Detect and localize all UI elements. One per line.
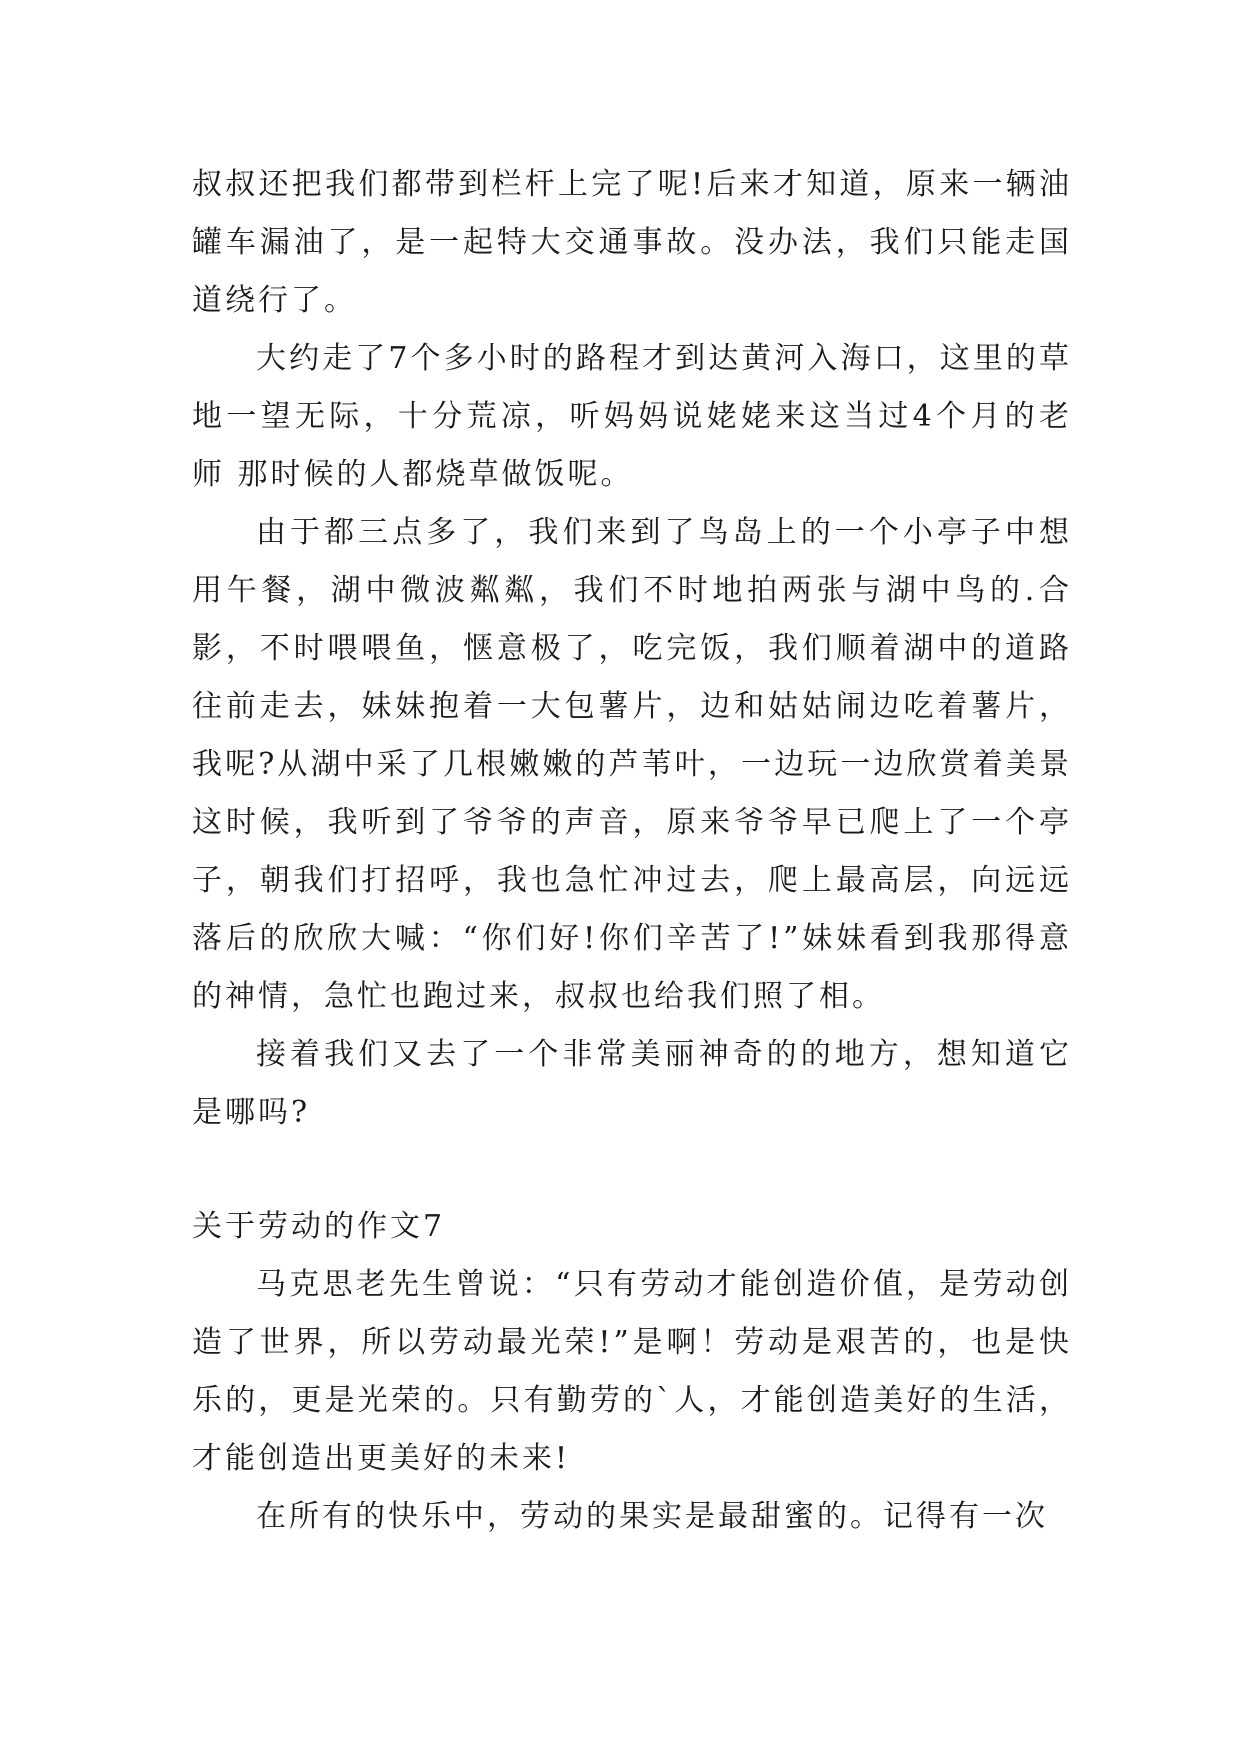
paragraph: 接着我们又去了一个非常美丽神奇的的地方，想知道它是哪吗?: [192, 1037, 1072, 1130]
section-spacer: [192, 1142, 1072, 1198]
section-title: 关于劳动的作文7: [192, 1209, 446, 1244]
paragraph: 马克思老先生曾说：“只有劳动才能创造价值，是劳动创造了世界，所以劳动最光荣!”是啊！劳动是艰苦的，也是快乐的，更是光荣的。只有勤劳的`人，才能创造美好的生活，才能创造出更美好的未来!: [192, 1267, 1072, 1476]
paragraph: 在所有的快乐中，劳动的果实是最甜蜜的。记得有一次: [256, 1499, 1048, 1534]
paragraph: 大约走了7个多小时的路程才到达黄河入海口，这里的草地一望无际，十分荒凉，听妈妈说姥姥来这当过4个月的老师 那时候的人都烧草做饭呢。: [192, 341, 1072, 492]
document-body: [192, 156, 1072, 1546]
paragraph: 由于都三点多了，我们来到了鸟岛上的一个小亭子中想用午餐，湖中微波粼粼，我们不时地拍两张与湖中鸟的.合影，不时喂喂鱼，惬意极了，吃完饭，我们顺着湖中的道路往前走去，妹妹抱着一大包薯片，边和姑姑闹边吃着薯片，我呢?从湖中采了几根嫩嫩的芦苇叶，一边玩一边欣赏着美景这时候，我听到了爷爷的声音，原来爷爷早已爬上了一个亭子，朝我们打招呼，我也急忙冲过去，爬上最高层，向远远落后的欣欣大喊：“你们好!你们辛苦了!”妹妹看到我那得意的神情，急忙也跑过来，叔叔也给我们照了相。: [192, 515, 1072, 1014]
paragraph: 叔叔还把我们都带到栏杆上完了呢!后来才知道，原来一辆油罐车漏油了，是一起特大交通事故。没办法，我们只能走国道绕行了。: [192, 167, 1072, 318]
